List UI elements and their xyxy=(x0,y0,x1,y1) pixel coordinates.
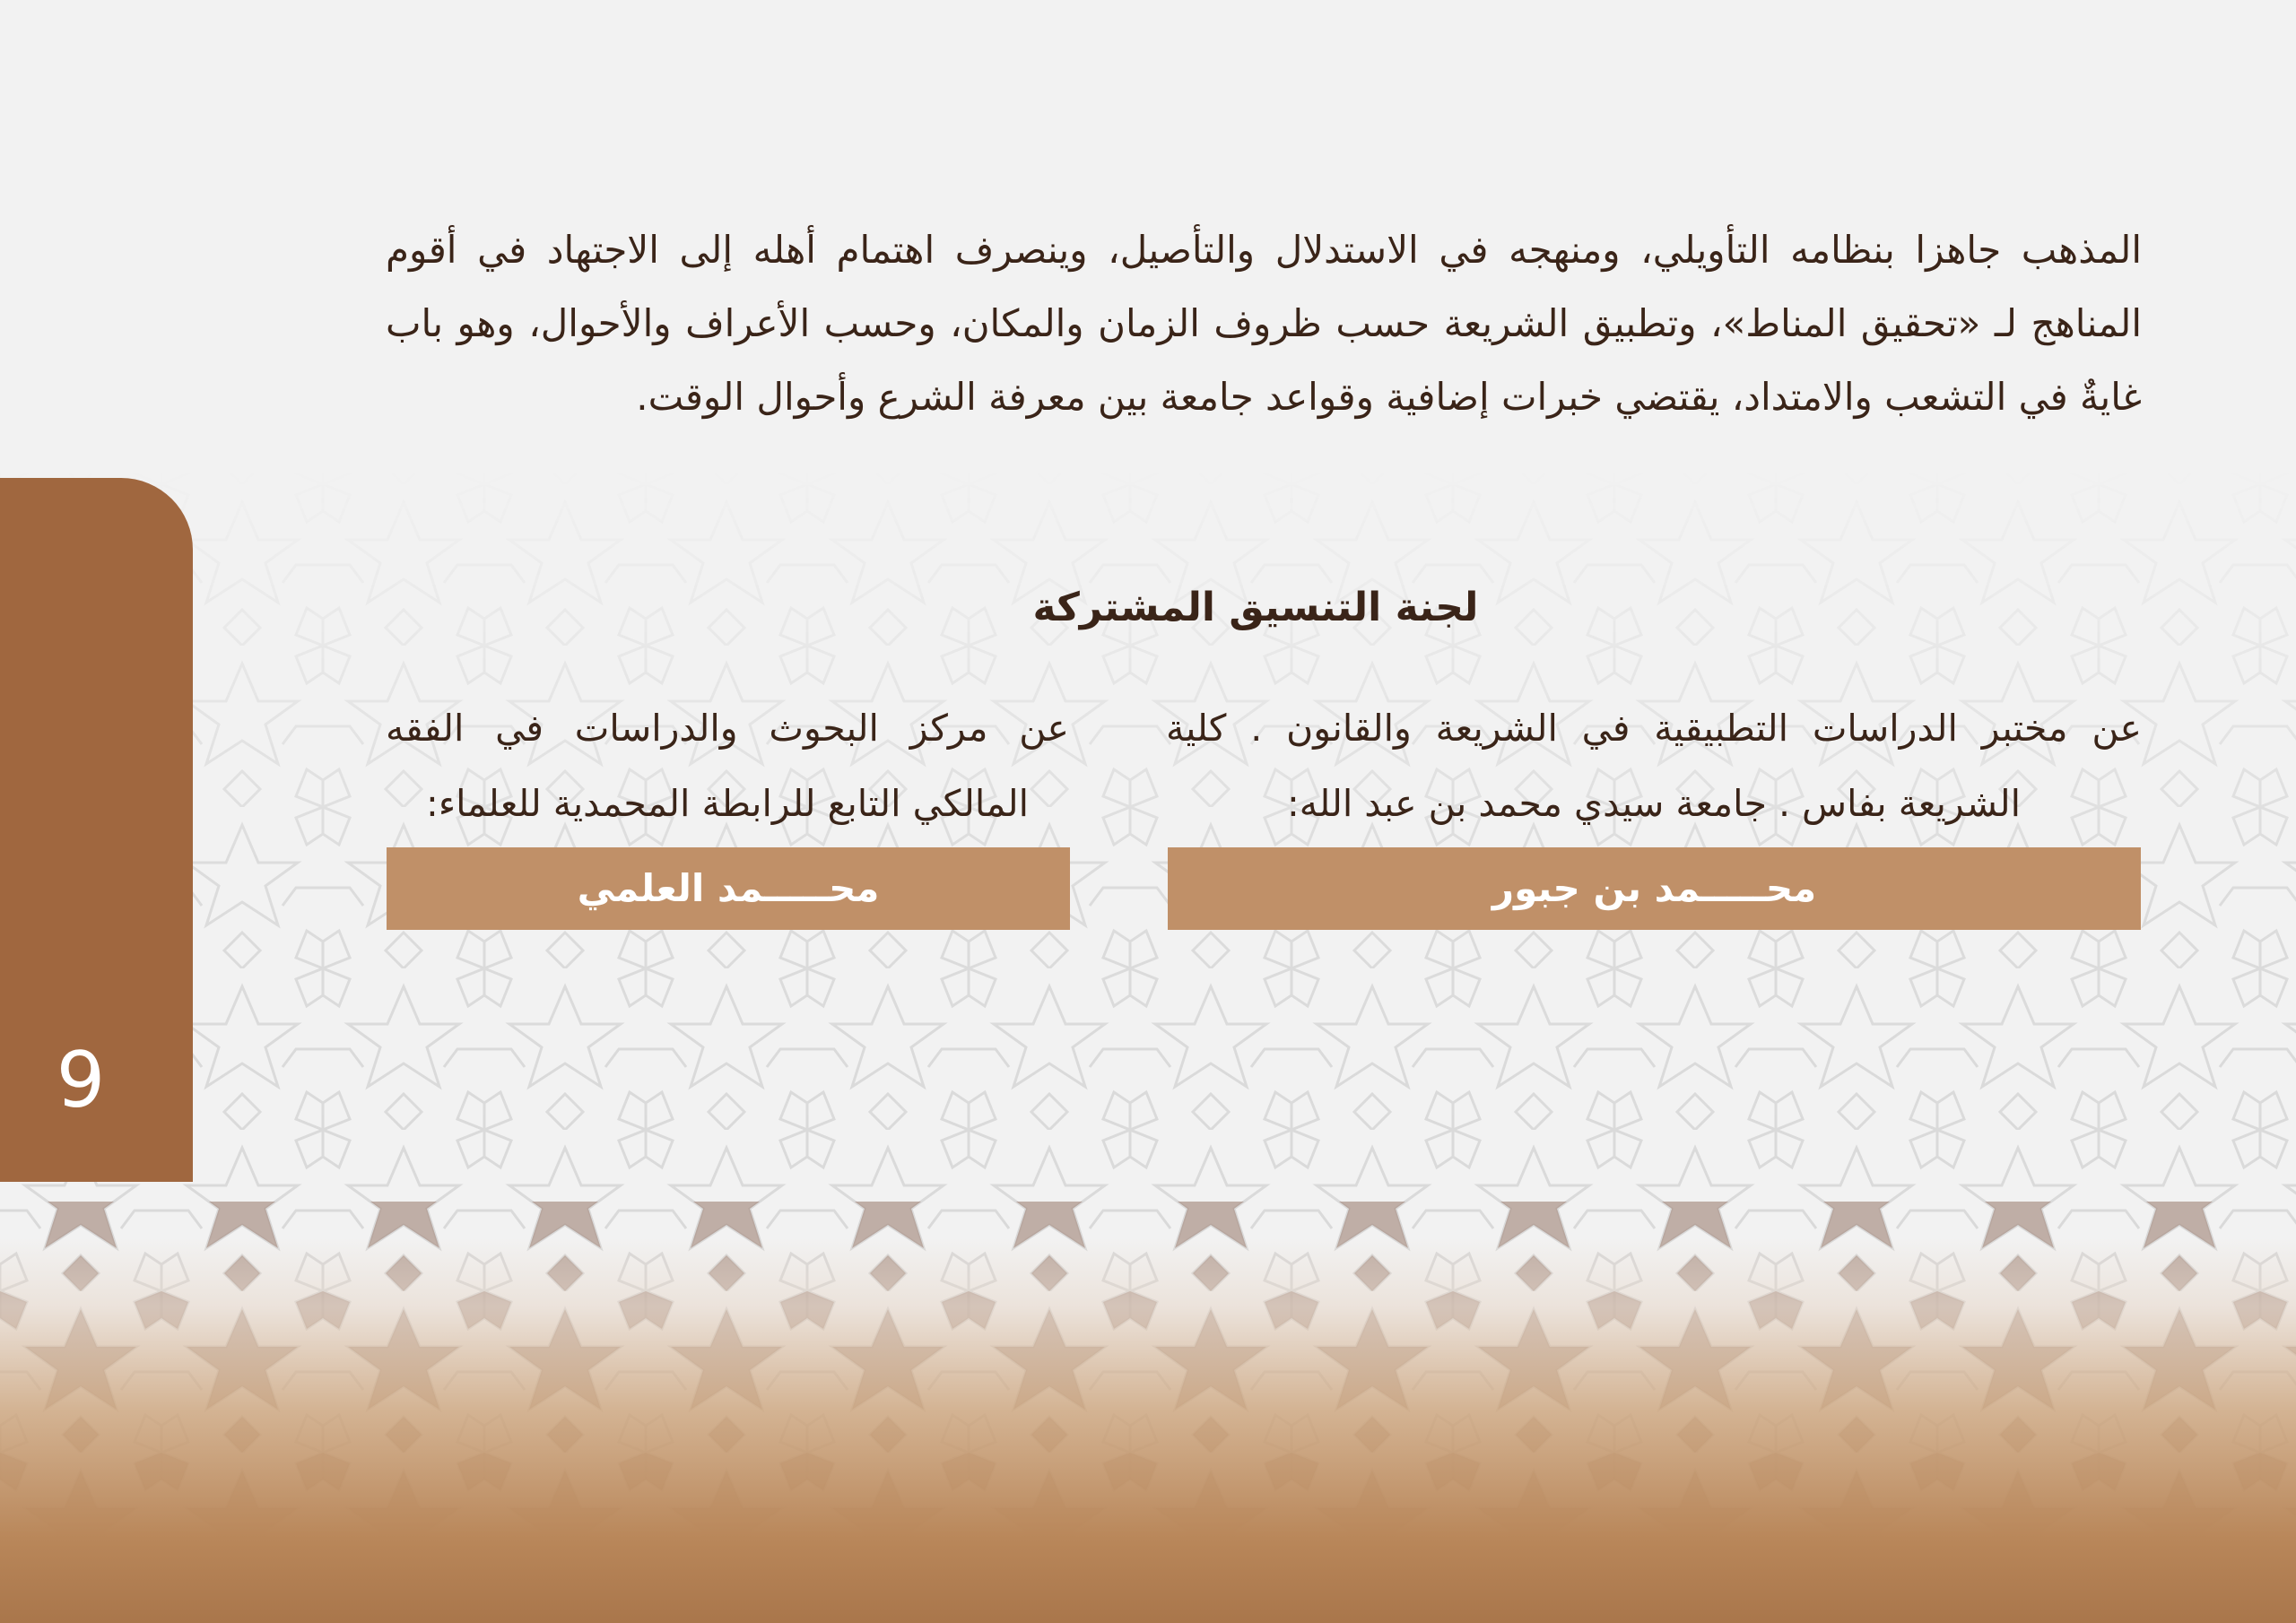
member-2-name: محـــــمد العلمي xyxy=(577,866,880,910)
bottom-gradient-band xyxy=(0,1237,2296,1623)
intro-paragraph xyxy=(386,213,2142,434)
member-2-name-bar xyxy=(387,847,1070,930)
member-1-name: محـــــمد بن جبور xyxy=(1492,866,1817,910)
intro-text: المذهب جاهزا بنظامه التأويلي، ومنهجه في الاستدلال والتأصيل، وينصرف اهتمام أهله إلى الاجتهاد في أقوم المناهج لـ «تحقيق المناط»، وتطبيق الشريعة حسب ظروف الزمان والمكان، وحسب الأعراف والأحوال، وهو باب غايةٌ في التشعب والامتداد، يقتضي خبرات إضافية وقواعد جامعة بين معرفة الشرع وأحوال الوقت. xyxy=(386,228,2142,419)
member-2-affiliation: عن مركز البحوث والدراسات في الفقه المالكي التابع للرابطة المحمدية للعلماء: xyxy=(386,707,1069,825)
member-1-affiliation: عن مختبر الدراسات التطبيقية في الشريعة والقانون . كلية الشريعة بفاس . جامعة سيدي محمد بن عبد الله: xyxy=(1166,707,2142,825)
member-1-name-bar xyxy=(1168,847,2141,930)
page-number: 9 xyxy=(56,1036,106,1125)
committee-title: لجنة التنسيق المشتركة xyxy=(1032,585,1479,630)
